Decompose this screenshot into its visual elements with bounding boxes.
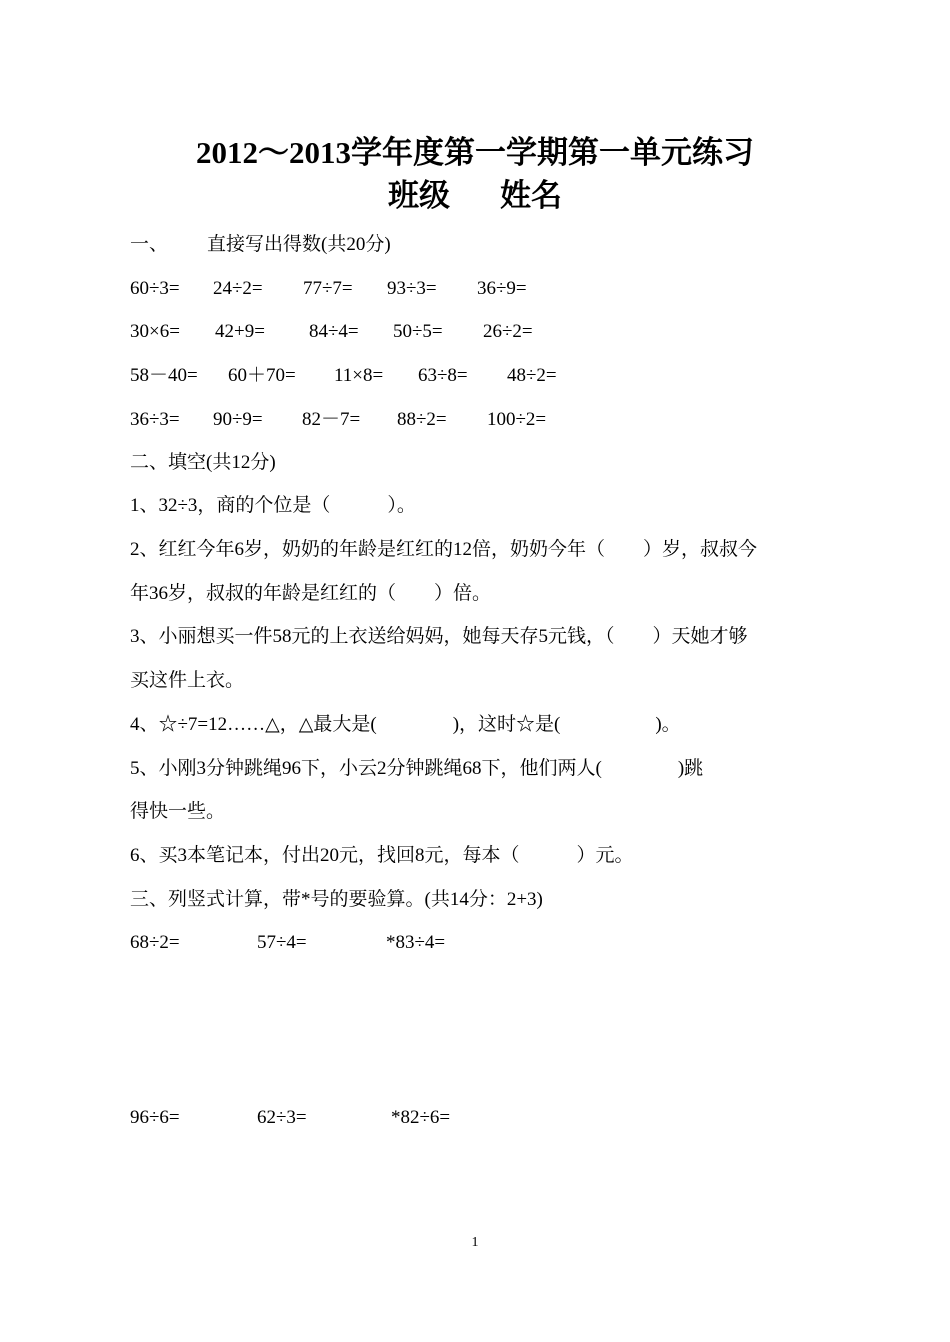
- vertical-calc-problem: 96÷6=: [130, 1107, 180, 1128]
- question-5-line-1: 5、小刚3分钟跳绳96下，小云2分钟跳绳68下，他们两人( )跳: [130, 758, 704, 779]
- oral-problem: 77÷7=: [303, 278, 353, 299]
- page-number: 1: [471, 1235, 479, 1250]
- oral-problem: 58－40=: [130, 365, 198, 386]
- oral-problem: 100÷2=: [487, 409, 547, 430]
- question-6: 6、买3本笔记本，付出20元，找回8元，每本（ ）元。: [130, 845, 634, 866]
- question-3-line-2: 买这件上衣。: [130, 670, 245, 691]
- oral-problem: 24÷2=: [213, 278, 263, 299]
- oral-problem: 11×8=: [334, 365, 384, 386]
- oral-problem: 36÷9=: [477, 278, 527, 299]
- oral-problem: 60÷3=: [130, 278, 180, 299]
- vertical-calc-problem: 57÷4=: [257, 932, 307, 953]
- oral-problem: 63÷8=: [418, 365, 468, 386]
- section3-heading: 三、列竖式计算，带*号的要验算。(共14分：2+3): [130, 889, 543, 910]
- oral-problem: 84÷4=: [309, 321, 359, 342]
- oral-problem: 26÷2=: [483, 321, 533, 342]
- oral-problem: 30×6=: [130, 321, 180, 342]
- oral-problem: 90÷9=: [213, 409, 263, 430]
- vertical-calc-problem: 62÷3=: [257, 1107, 307, 1128]
- oral-problem: 60＋70=: [228, 365, 296, 386]
- oral-problem: 93÷3=: [387, 278, 437, 299]
- question-5-line-2: 得快一些。: [130, 801, 226, 822]
- class-label: 班级: [388, 178, 450, 213]
- vertical-calc-problem: *83÷4=: [386, 932, 446, 953]
- question-4: 4、☆÷7=12……△，△最大是( )，这时☆是( )。: [130, 714, 681, 735]
- section2-heading: 二、填空(共12分): [130, 452, 276, 473]
- worksheet-title: 2012～2013学年度第一学期第一单元练习: [196, 135, 754, 170]
- section1-number: 一、: [130, 234, 169, 255]
- oral-problem: 36÷3=: [130, 409, 180, 430]
- oral-problem: 42+9=: [215, 321, 265, 342]
- question-3-line-1: 3、小丽想买一件58元的上衣送给妈妈，她每天存5元钱，（ ）天她才够: [130, 626, 748, 647]
- vertical-calc-problem: 68÷2=: [130, 932, 180, 953]
- question-1: 1、32÷3，商的个位是（ ）。: [130, 495, 416, 516]
- question-2-line-2: 年36岁，叔叔的年龄是红红的（ ）倍。: [130, 583, 492, 604]
- vertical-calc-problem: *82÷6=: [391, 1107, 451, 1128]
- oral-problem: 88÷2=: [397, 409, 447, 430]
- oral-problem: 50÷5=: [393, 321, 443, 342]
- section1-title: 直接写出得数(共20分): [207, 234, 391, 255]
- student-info: [0, 176, 950, 216]
- question-2-line-1: 2、红红今年6岁，奶奶的年龄是红红的12倍，奶奶今年（ ）岁，叔叔今: [130, 539, 758, 560]
- name-label: 姓名: [500, 178, 562, 213]
- oral-problem: 82－7=: [302, 409, 361, 430]
- oral-problem: 48÷2=: [507, 365, 557, 386]
